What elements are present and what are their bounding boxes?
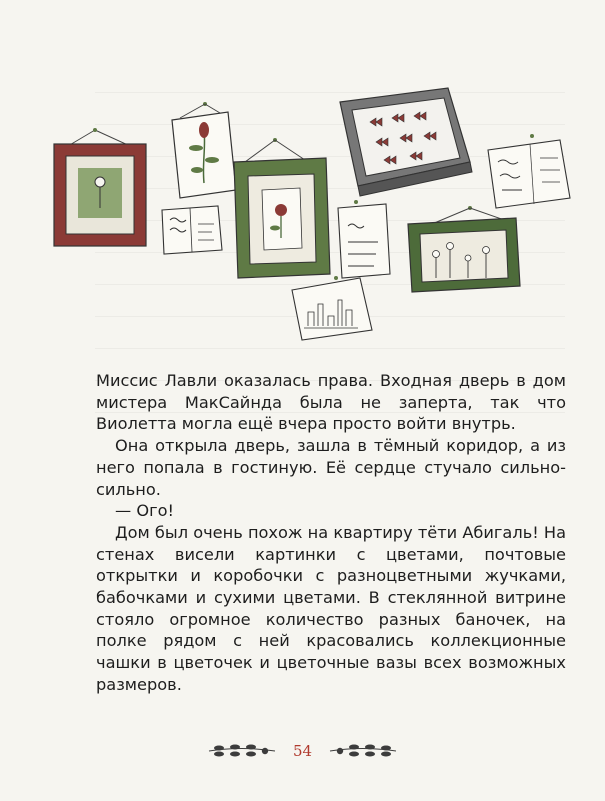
pinned-flower-card	[172, 102, 236, 198]
paragraph-3-dialogue: — Ого!	[115, 501, 174, 521]
butterfly-display-box	[340, 88, 472, 196]
red-frame-flower	[54, 128, 146, 246]
pinned-postcards	[488, 134, 570, 208]
pinned-note-card	[338, 200, 390, 278]
green-frame-meadow	[408, 206, 520, 292]
city-sketch-card	[292, 276, 372, 340]
page-footer	[0, 738, 605, 764]
pinned-letter-card	[162, 206, 222, 254]
leaf-vine-ornament-right	[328, 742, 398, 760]
green-frame-rose	[234, 138, 330, 278]
leaf-vine-ornament-left	[207, 742, 277, 760]
paragraph-1: Миссис Лавли оказалась права. Входная дверь в дом мистера МакСайнда была не заперта, так что Виолетта могла ещё вчера просто войти внутрь.	[96, 371, 566, 434]
paragraph-4: Дом был очень похож на квартиру тёти Абигаль! На стенах висели картинки с цветами, почтовые открытки и коробочки с разноцветными жучками, бабочками и сухими цветами. В стеклянной витрине стояло огромное количество разных баночек, на полке рядом с ней красовались коллекционные чашки в цветочек и цветочные вазы всех возможных размеров.	[96, 522, 566, 694]
paragraph-2: Она открыла дверь, зашла в тёмный коридор, а из него попала в гостиную. Её сердце стучало сильно-сильно.	[96, 436, 566, 499]
wall-pictures-illustration	[40, 78, 585, 348]
page-number: 54	[292, 742, 313, 760]
story-text	[96, 370, 566, 696]
